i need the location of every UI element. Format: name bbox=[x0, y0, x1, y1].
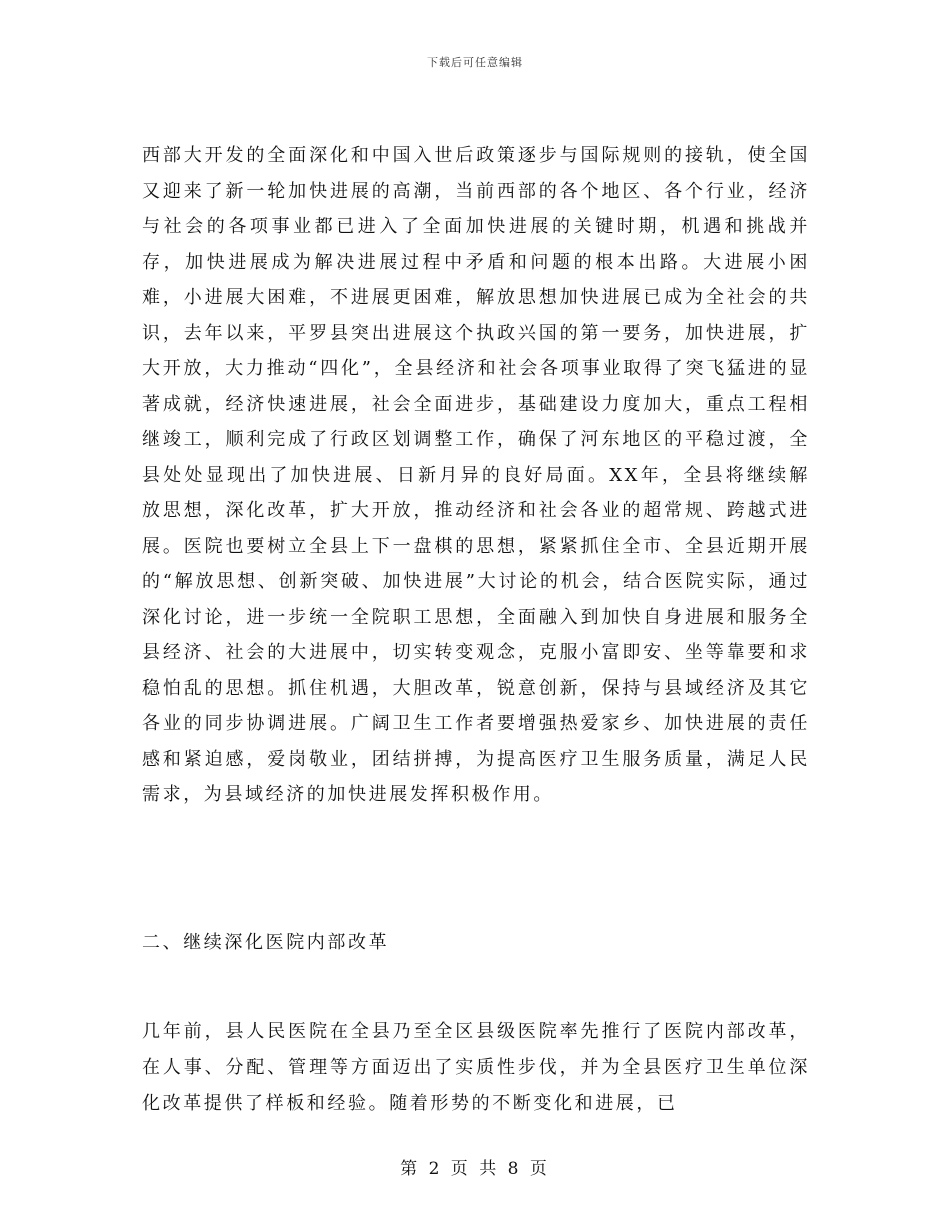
body-paragraph-1: 西部大开发的全面深化和中国入世后政策逐步与国际规则的接轨，使全国又迎来了新一轮加快进展的高潮，当前西部的各个地区、各个行业，经济与社会的各项事业都已进入了全面加快进展的关键时期，机遇和挑战并存，加快进展成为解决进展过程中矛盾和问题的根本出路。大进展小困难，小进展大困难，不进展更困难，解放思想加快进展已成为全社会的共识，去年以来，平罗县突出进展这个执政兴国的第一要务，加快进展，扩大开放，大力推动“四化”，全县经济和社会各项事业取得了突飞猛进的显著成就，经济快速进展，社会全面进步，基础建设力度加大，重点工程相继竣工，顺利完成了行政区划调整工作，确保了河东地区的平稳过渡，全县处处显现出了加快进展、日新月异的良好局面。XX年，全县将继续解放思想，深化改革，扩大开放，推动经济和社会各业的超常规、跨越式进展。医院也要树立全县上下一盘棋的思想，紧紧抓住全市、全县近期开展的“解放思想、创新突破、加快进展”大讨论的机会，结合医院实际，通过深化讨论，进一步统一全院职工思想，全面融入到加快自身进展和服务全县经济、社会的大进展中，切实转变观念，克服小富即安、坐等靠要和求稳怕乱的思想。抓住机遇，大胆改革，锐意创新，保持与县域经济及其它各业的同步协调进展。广阔卫生工作者要增强热爱家乡、加快进展的责任感和紧迫感，爱岗敬业，团结拼搏，为提高医疗卫生服务质量，满足人民需求，为县域经济的加快进展发挥积极作用。 bbox=[142, 145, 810, 805]
page-header: 下载后可任意编辑 bbox=[427, 56, 523, 69]
section-heading: 二、继续深化医院内部改革 bbox=[142, 932, 390, 953]
page-number-footer: 第 2 页 共 8 页 bbox=[400, 1159, 550, 1179]
body-paragraph-2: 几年前，县人民医院在全县乃至全区县级医院率先推行了医院内部改革，在人事、分配、管理等方面迈出了实质性步伐，并为全县医疗卫生单位深化改革提供了样板和经验。随着形势的不断变化和进展，已 bbox=[142, 1021, 810, 1114]
